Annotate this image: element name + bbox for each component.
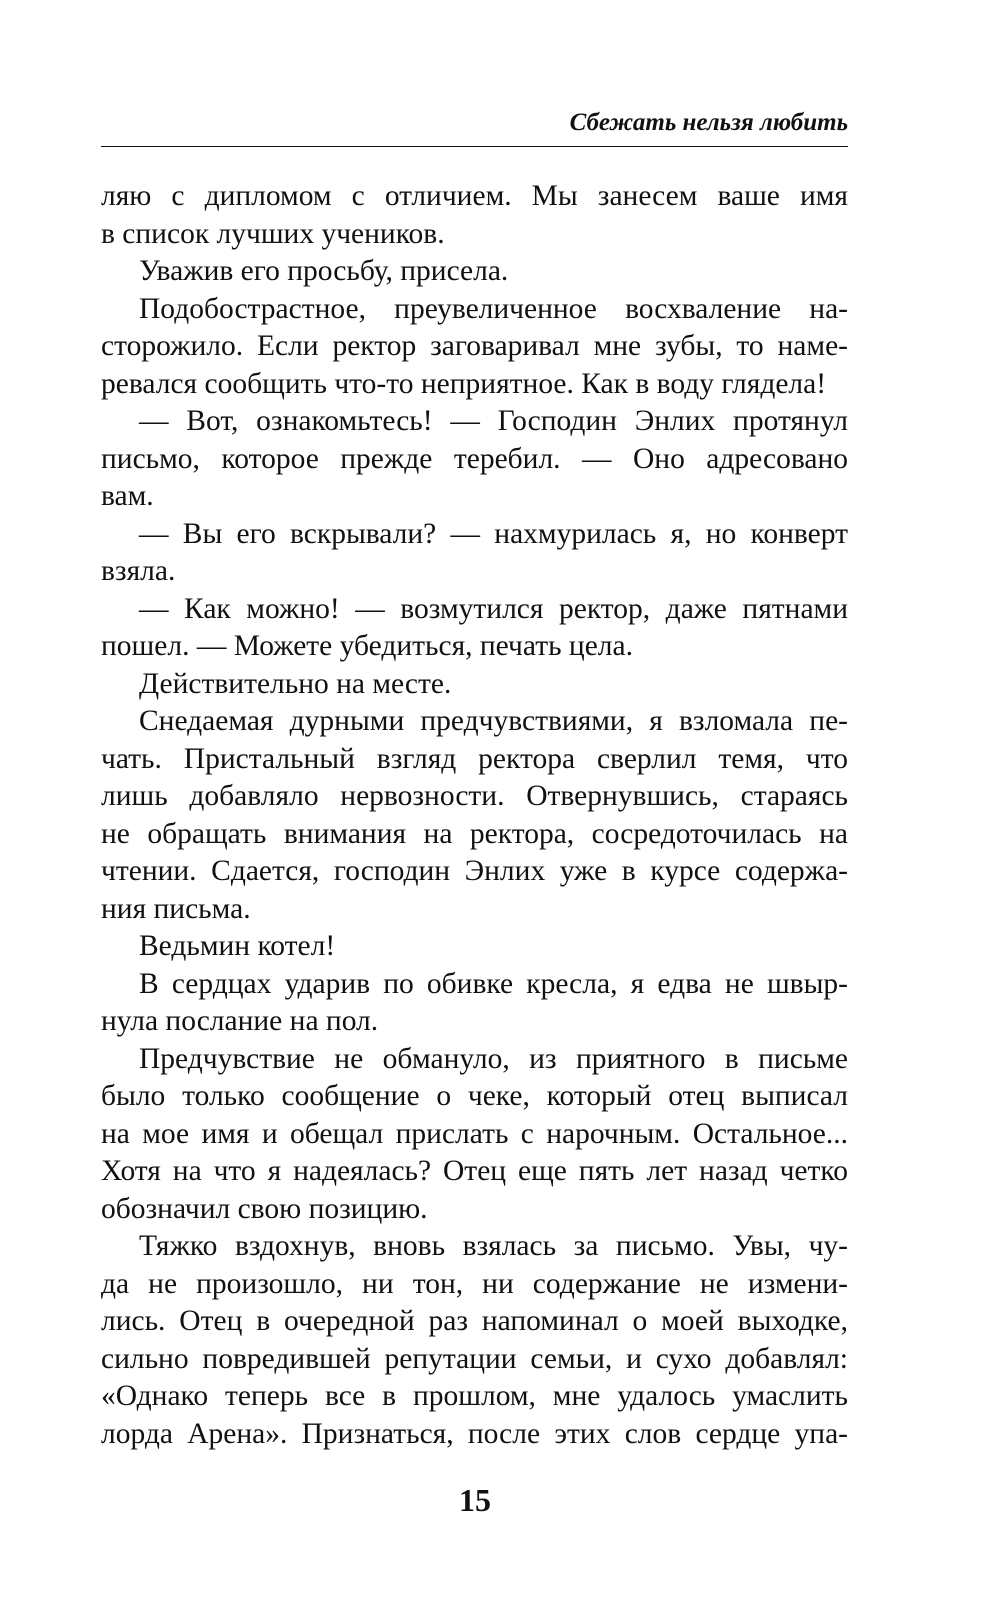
body-text: [101, 178, 848, 1453]
text-line: — Как можно! — возмутился ректор, даже пятнами: [139, 592, 848, 625]
running-head-title: Сбежать нельзя любить: [569, 109, 848, 136]
text-line: сильно повредившей репутации семьи, и сухо добавлял:: [101, 1342, 848, 1375]
text-line: письмо, которое прежде теребил. — Оно адресовано: [101, 442, 848, 475]
text-line: на мое имя и обещал прислать с нарочным. Остальное...: [101, 1117, 848, 1150]
text-line: В сердцах ударив по обивке кресла, я едва не швыр-: [139, 967, 848, 1000]
text-line: да не произошло, ни тон, ни содержание не измени-: [101, 1267, 848, 1300]
text-line: обозначил свою позицию.: [101, 1192, 428, 1225]
text-line: Предчувствие не обмануло, из приятного в письме: [139, 1042, 848, 1075]
text-line: — Вот, ознакомьтесь! — Господин Энлих протянул: [139, 405, 848, 437]
text-line: сторожило. Если ректор заговаривал мне зубы, то наме-: [101, 330, 848, 362]
header-rule: [101, 146, 848, 147]
text-line: не обращать внимания на ректора, сосредоточилась на: [101, 817, 848, 850]
text-line: Ведьмин котел!: [139, 930, 336, 962]
text-line: Уважив его просьбу, присела.: [139, 255, 509, 287]
text-line: Хотя на что я надеялась? Отец еще пять лет назад четко: [101, 1155, 848, 1187]
text-line: ревался сообщить что-то неприятное. Как в воду глядела!: [101, 367, 827, 400]
text-line: ляю с дипломом с отличием. Мы занесем ваше имя: [101, 180, 848, 212]
text-line: в список лучших учеников.: [101, 217, 445, 250]
text-line: было только сообщение о чеке, который отец выписал: [101, 1080, 848, 1112]
text-line: Подобострастное, преувеличенное восхваление на-: [139, 292, 848, 325]
text-line: чтении. Сдается, господин Энлих уже в курсе содержа-: [101, 855, 848, 887]
text-line: взяла.: [101, 555, 176, 587]
text-line: пошел. — Можете убедиться, печать цела.: [101, 630, 633, 662]
text-line: ния письма.: [101, 892, 251, 925]
text-line: лись. Отец в очередной раз напоминал о моей выходке,: [101, 1305, 848, 1337]
text-line: лорда Арена». Признаться, после этих слов сердце упа-: [101, 1417, 848, 1450]
text-line: «Однако теперь все в прошлом, мне удалось умаслить: [101, 1380, 848, 1412]
text-line: чать. Пристальный взгляд ректора сверлил темя, что: [101, 742, 848, 775]
text-line: нула послание на пол.: [101, 1005, 379, 1037]
text-line: вам.: [101, 480, 154, 512]
text-line: — Вы его вскрывали? — нахмурилась я, но конверт: [139, 517, 848, 550]
text-line: Снедаемая дурными предчувствиями, я взломала пе-: [139, 705, 848, 737]
text-line: Тяжко вздохнув, вновь взялась за письмо. Увы, чу-: [139, 1230, 848, 1262]
page-number: 15: [459, 1482, 491, 1518]
text-line: Действительно на месте.: [139, 667, 452, 700]
text-line: лишь добавляло нервозности. Отвернувшись, стараясь: [101, 780, 848, 812]
